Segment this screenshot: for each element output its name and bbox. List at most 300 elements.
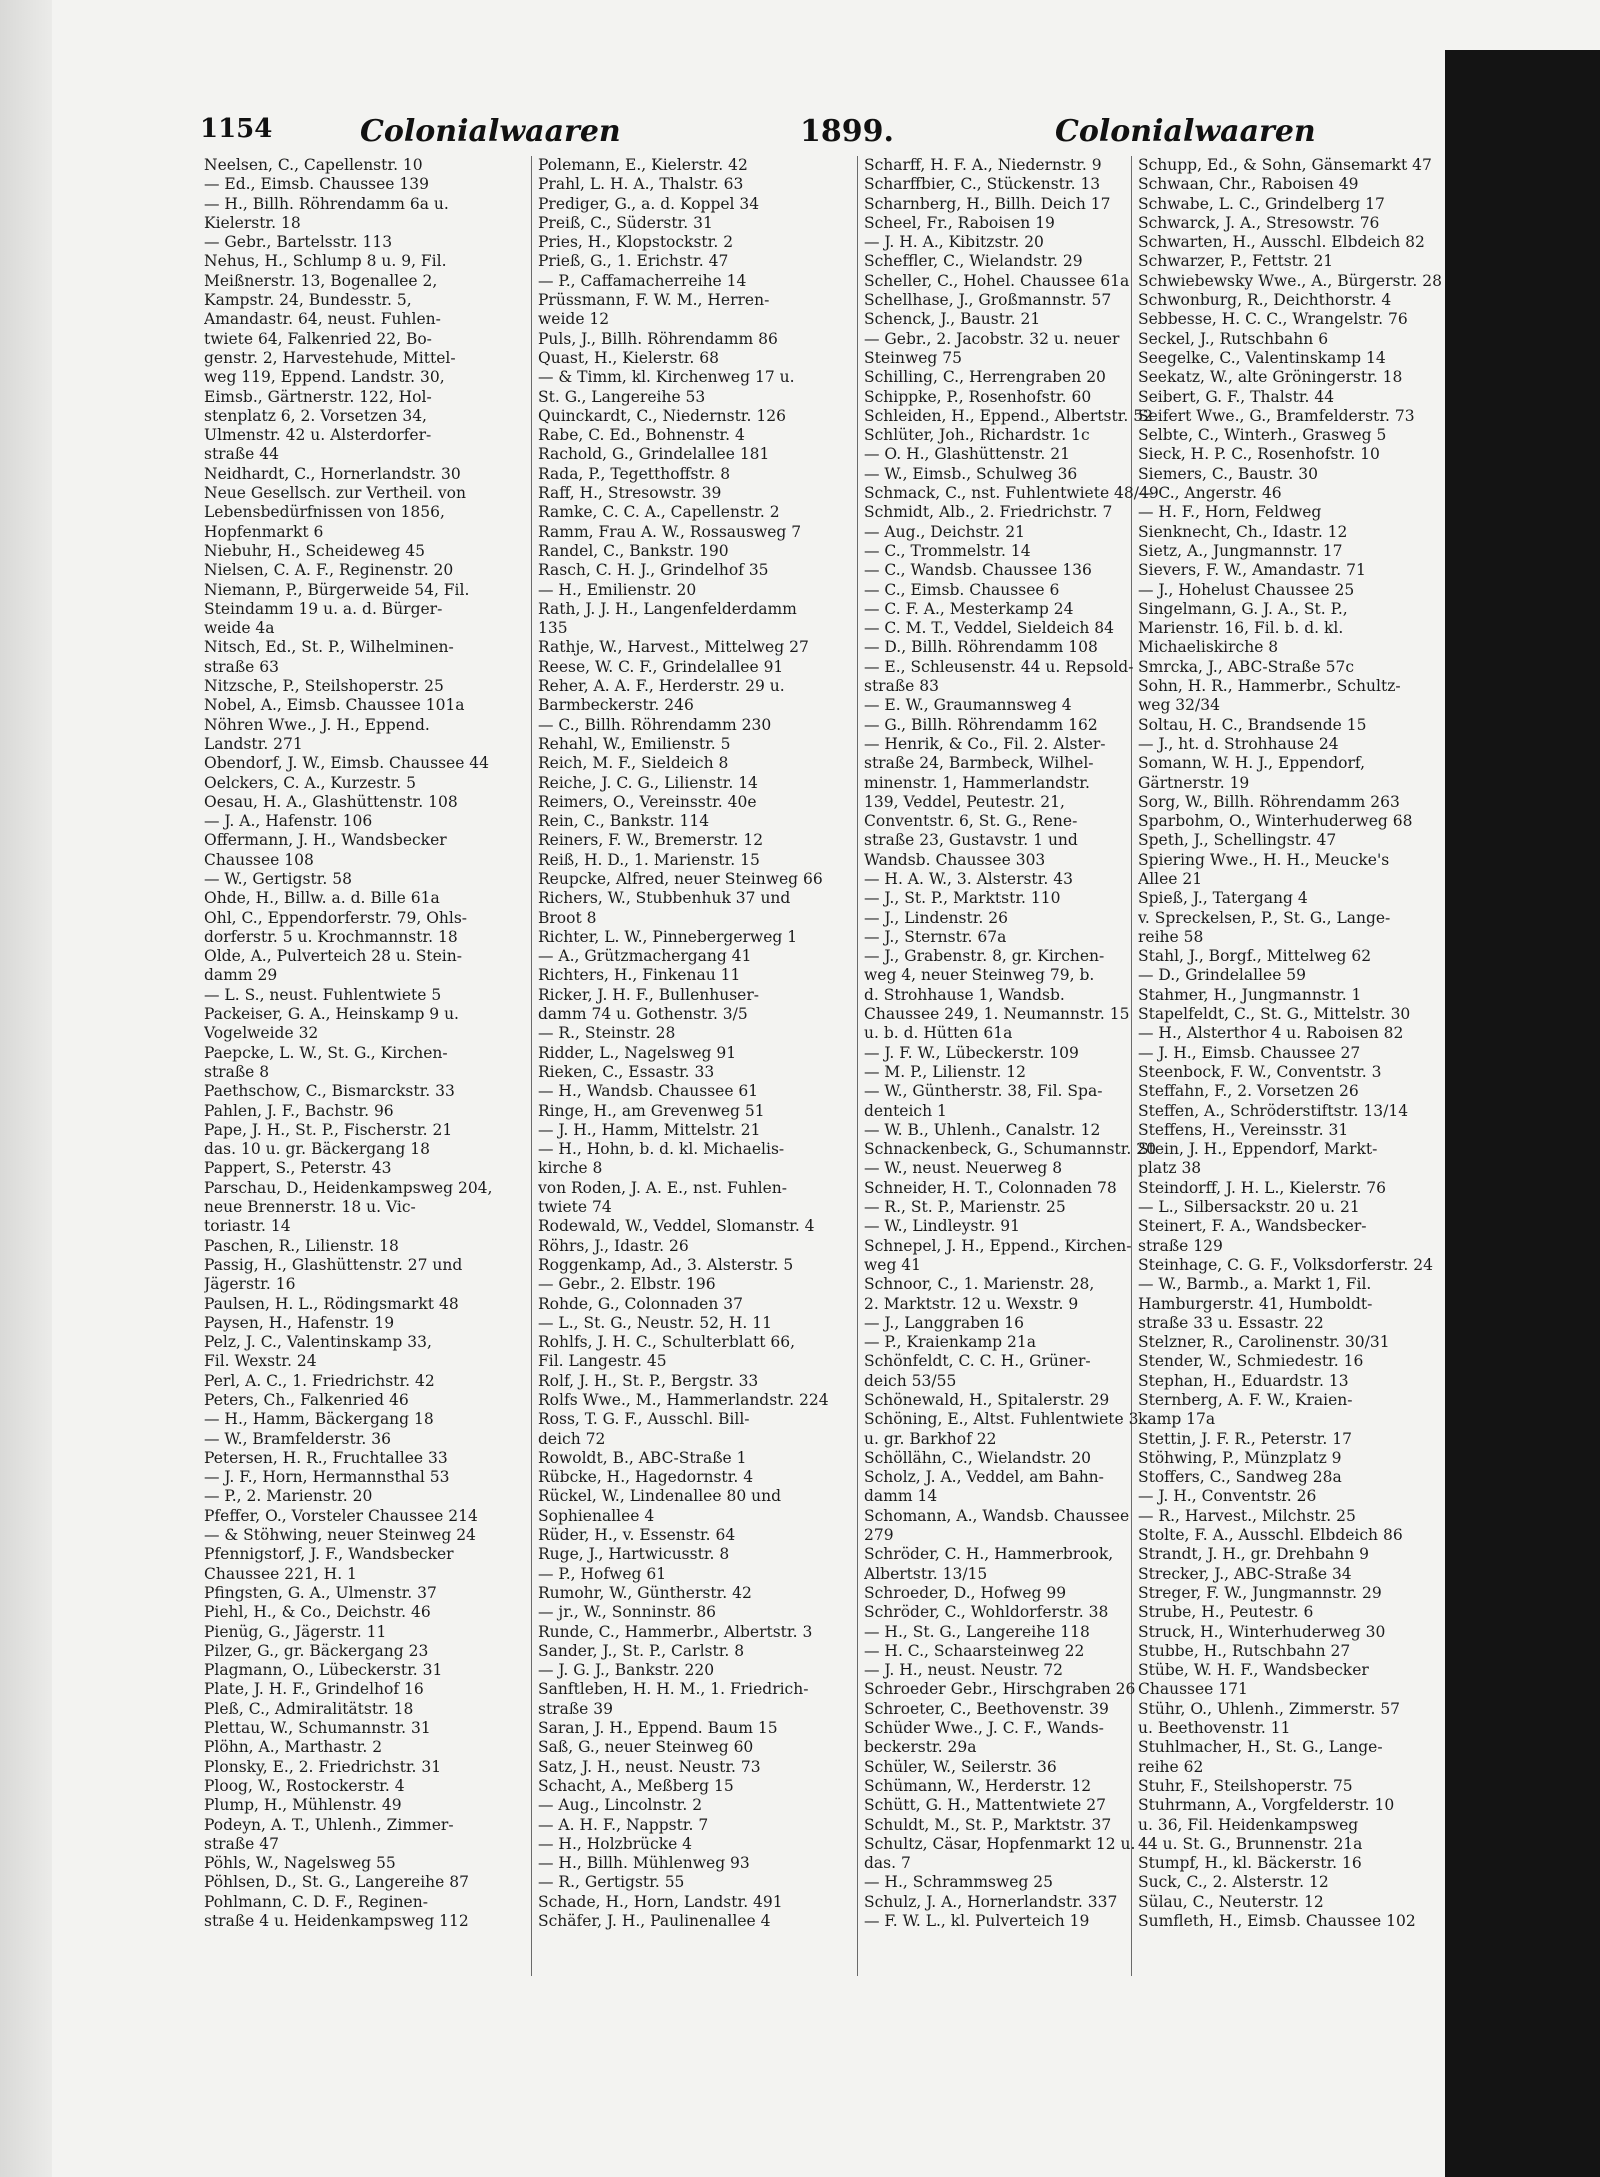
directory-entry-line: Reiche, J. C. G., Lilienstr. 14 (538, 773, 758, 792)
directory-entry-line: — J., Langgraben 16 (864, 1313, 1024, 1332)
directory-entry-line: Rath, J. J. H., Langenfelderdamm (538, 599, 797, 618)
directory-entry-line: Schellhase, J., Großmannstr. 57 (864, 291, 1112, 310)
directory-entry-line: — L., St. G., Neustr. 52, H. 11 (538, 1313, 772, 1332)
directory-entry-line: Marienstr. 16, Fil. b. d. kl. (1138, 619, 1344, 638)
directory-entry-line: straße 63 (204, 657, 280, 676)
directory-entry-line: — H., Schrammsweg 25 (864, 1873, 1054, 1892)
directory-entry-line: Rolf, J. H., St. P., Bergstr. 33 (538, 1371, 759, 1390)
directory-entry-line: St. G., Langereihe 53 (538, 387, 706, 406)
directory-column-1 (204, 156, 514, 1931)
directory-entry-line: 135 (538, 619, 568, 638)
directory-entry-line: Fil. Langestr. 45 (538, 1352, 667, 1371)
directory-entry-line: Ulmenstr. 42 u. Alsterdorfer- (204, 426, 432, 445)
directory-entry-line: Strecker, J., ABC-Straße 34 (1138, 1564, 1352, 1583)
directory-entry-line: Ross, T. G. F., Ausschl. Bill- (538, 1410, 750, 1429)
directory-entry-line: — Gebr., 2. Jacobstr. 32 u. neuer (864, 329, 1120, 348)
directory-entry-line: Quast, H., Kielerstr. 68 (538, 348, 719, 367)
directory-entry-line: Spieß, J., Tatergang 4 (1138, 889, 1308, 908)
directory-entry-line: Scheffler, C., Wielandstr. 29 (864, 252, 1083, 271)
directory-entry-line: Reese, W. C. F., Grindelallee 91 (538, 657, 784, 676)
directory-entry-line: Hopfenmarkt 6 (204, 522, 324, 541)
directory-entry-line: Schnackenbeck, G., Schumannstr. 20 (864, 1140, 1157, 1159)
directory-entry-line: Richter, L. W., Pinnebergerweg 1 (538, 927, 798, 946)
directory-entry-line: Jägerstr. 16 (204, 1275, 296, 1294)
directory-entry-line: Sebbesse, H. C. C., Wrangelstr. 76 (1138, 310, 1408, 329)
directory-entry-line: Neelsen, C., Capellenstr. 10 (204, 156, 423, 174)
directory-entry-line: Neue Gesellsch. zur Vertheil. von (204, 484, 466, 503)
directory-entry-line: Ringe, H., am Grevenweg 51 (538, 1101, 765, 1120)
directory-entry-line: — J. H., neust. Neustr. 72 (864, 1661, 1063, 1680)
directory-entry-line: Gärtnerstr. 19 (1138, 773, 1250, 792)
directory-entry-line: — R., Harvest., Milchstr. 25 (1138, 1506, 1356, 1525)
directory-entry-line: Rohde, G., Colonnaden 37 (538, 1294, 743, 1313)
directory-entry-line: Ricker, J. H. F., Bullenhuser- (538, 985, 759, 1004)
directory-entry-line: — L., Silbersackstr. 20 u. 21 (1138, 1198, 1360, 1217)
directory-entry-line: Niemann, P., Bürgerweide 54, Fil. (204, 580, 470, 599)
directory-entry-line: — J. H., Eimsb. Chaussee 27 (1138, 1043, 1361, 1062)
directory-entry-line: Peters, Ch., Falkenried 46 (204, 1391, 409, 1409)
directory-entry-line: Stahmer, H., Jungmannstr. 1 (1138, 985, 1362, 1004)
directory-entry-line: straße 24, Barmbeck, Wilhel- (864, 754, 1094, 773)
directory-entry-line: Puls, J., Billh. Röhrendamm 86 (538, 329, 778, 348)
directory-entry-line: weide 12 (538, 310, 610, 329)
directory-entry-line: weg 4, neuer Steinweg 79, b. (864, 966, 1095, 985)
directory-entry-line: Selbte, C., Winterh., Grasweg 5 (1138, 426, 1387, 445)
directory-entry-line: — C., Eimsb. Chaussee 6 (864, 580, 1060, 599)
directory-entry-line: Sohn, H. R., Hammerbr., Schultz- (1138, 677, 1401, 696)
directory-entry-line: — C., Angerstr. 46 (1138, 484, 1282, 503)
directory-entry-line: — W., Lindleystr. 91 (864, 1217, 1020, 1236)
directory-entry-line: straße 33 u. Essastr. 22 (1138, 1313, 1324, 1332)
directory-entry-line: Chaussee 108 (204, 850, 314, 869)
directory-entry-line: — & Stöhwing, neuer Steinweg 24 (204, 1526, 476, 1545)
directory-entry-line: — H. C., Schaarsteinweg 22 (864, 1641, 1085, 1660)
directory-entry-line: Runde, C., Hammerbr., Albertstr. 3 (538, 1622, 813, 1641)
directory-entry-line: Hamburgerstr. 41, Humboldt- (1138, 1294, 1373, 1313)
directory-entry-line: Fil. Wexstr. 24 (204, 1352, 317, 1371)
directory-entry-line: Sieck, H. P. C., Rosenhofstr. 10 (1138, 445, 1380, 464)
directory-entry-line: — Henrik, & Co., Fil. 2. Alster- (864, 734, 1106, 753)
directory-entry-line: d. Strohhause 1, Wandsb. (864, 985, 1065, 1004)
directory-entry-line: Paethschow, C., Bismarckstr. 33 (204, 1082, 455, 1101)
directory-entry-line: das. 10 u. gr. Bäckergang 18 (204, 1140, 430, 1159)
directory-entry-line: Steindamm 19 u. a. d. Bürger- (204, 599, 443, 618)
directory-entry-line: — J. H., Conventstr. 26 (1138, 1487, 1317, 1506)
directory-entry-line: straße 23, Gustavstr. 1 und (864, 831, 1078, 850)
directory-entry-line: platz 38 (1138, 1159, 1202, 1178)
directory-entry-line: Saran, J. H., Eppend. Baum 15 (538, 1719, 778, 1738)
directory-entry-line: Struck, H., Winterhuderweg 30 (1138, 1622, 1386, 1641)
directory-entry-line: Schleiden, H., Eppend., Albertstr. 52 (864, 406, 1153, 425)
directory-entry-line: — W. B., Uhlenh., Canalstr. 12 (864, 1120, 1101, 1139)
directory-entry-line: straße 8 (204, 1062, 270, 1081)
directory-entry-line: Seifert Wwe., G., Bramfelderstr. 73 (1138, 406, 1415, 425)
directory-entry-line: Ohde, H., Billw. a. d. Bille 61a (204, 889, 440, 908)
directory-entry-line: straße 44 (204, 445, 280, 464)
directory-entry-line: — J., ht. d. Strohhause 24 (1138, 734, 1339, 753)
directory-entry-line: Offermann, J. H., Wandsbecker (204, 831, 447, 850)
directory-entry-line: Stuhrmann, A., Vorgfelderstr. 10 (1138, 1796, 1395, 1815)
directory-entry-line: — H., Billh. Röhrendamm 6a u. (204, 194, 449, 213)
directory-entry-line: — P., 2. Marienstr. 20 (204, 1487, 373, 1506)
directory-entry-line: Smrcka, J., ABC-Straße 57c (1138, 657, 1355, 676)
directory-entry-line: Chaussee 249, 1. Neumannstr. 15 (864, 1005, 1130, 1024)
directory-entry-line: Reupcke, Alfred, neuer Steinweg 66 (538, 869, 823, 888)
directory-entry-line: Nitsch, Ed., St. P., Wilhelminen- (204, 638, 454, 657)
directory-entry-line: Nielsen, C. A. F., Reginenstr. 20 (204, 561, 454, 580)
directory-entry-line: beckerstr. 29a (864, 1738, 977, 1757)
directory-entry-line: — W., neust. Neuerweg 8 (864, 1159, 1063, 1178)
directory-entry-line: Schöllähn, C., Wielandstr. 20 (864, 1448, 1092, 1467)
directory-entry-line: Suck, C., 2. Alsterstr. 12 (1138, 1873, 1329, 1892)
directory-entry-line: — L. S., neust. Fuhlentwiete 5 (204, 985, 442, 1004)
directory-entry-line: — W., Güntherstr. 38, Fil. Spa- (864, 1082, 1103, 1101)
directory-entry-line: Schwaan, Chr., Raboisen 49 (1138, 175, 1359, 194)
directory-entry-line: kirche 8 (538, 1159, 603, 1178)
directory-entry-line: — & Timm, kl. Kirchenweg 17 u. (538, 368, 795, 387)
directory-entry-line: Schulz, J. A., Hornerlandstr. 337 (864, 1892, 1118, 1911)
directory-entry-line: Packeiser, G. A., Heinskamp 9 u. (204, 1005, 459, 1024)
directory-entry-line: Rüder, H., v. Essenstr. 64 (538, 1526, 736, 1545)
page-number: 1154 (200, 114, 273, 144)
directory-entry-line: Niebuhr, H., Scheideweg 45 (204, 541, 425, 560)
directory-entry-line: Neidhardt, C., Hornerlandstr. 30 (204, 464, 461, 483)
directory-entry-line: — H., Alsterthor 4 u. Raboisen 82 (1138, 1024, 1404, 1043)
directory-entry-line: — C. F. A., Mesterkamp 24 (864, 599, 1074, 618)
directory-entry-line: Schacht, A., Meßberg 15 (538, 1776, 734, 1795)
directory-entry-line: Stumpf, H., kl. Bäckerstr. 16 (1138, 1854, 1362, 1873)
directory-entry-line: dorferstr. 5 u. Krochmannstr. 18 (204, 927, 458, 946)
directory-entry-line: Pfennigstorf, J. F., Wandsbecker (204, 1545, 454, 1564)
directory-entry-line: straße 39 (538, 1699, 614, 1718)
directory-entry-line: Reiners, F. W., Bremerstr. 12 (538, 831, 764, 850)
directory-entry-line: weg 119, Eppend. Landstr. 30, (204, 368, 445, 387)
directory-entry-line: Stolte, F. A., Ausschl. Elbdeich 86 (1138, 1526, 1403, 1545)
directory-entry-line: — E. W., Graumannsweg 4 (864, 696, 1072, 715)
directory-entry-line: — J. A., Hafenstr. 106 (204, 812, 373, 831)
directory-entry-line: das. 7 (864, 1854, 911, 1873)
directory-entry-line: Rabe, C. Ed., Bohnenstr. 4 (538, 426, 745, 445)
directory-entry-line: Sternberg, A. F. W., Kraien- (1138, 1391, 1353, 1409)
directory-entry-line: Schwarzer, P., Fettstr. 21 (1138, 252, 1334, 271)
directory-entry-line: — W., Bramfelderstr. 36 (204, 1429, 392, 1448)
directory-entry-line: Piehl, H., & Co., Deichstr. 46 (204, 1603, 431, 1622)
directory-entry-line: Michaeliskirche 8 (1138, 638, 1279, 657)
directory-entry-line: — W., Gertigstr. 58 (204, 869, 352, 888)
directory-entry-line: Schroeder, D., Hofweg 99 (864, 1583, 1067, 1602)
directory-entry-line: Schenck, J., Baustr. 21 (864, 310, 1041, 329)
directory-entry-line: straße 47 (204, 1834, 280, 1853)
directory-entry-line: — J. F. W., Lübeckerstr. 109 (864, 1043, 1079, 1062)
directory-entry-line: — J., Sternstr. 67a (864, 927, 1007, 946)
directory-entry-line: 2. Marktstr. 12 u. Wexstr. 9 (864, 1294, 1079, 1313)
directory-entry-line: Satz, J. H., neust. Neustr. 73 (538, 1757, 761, 1776)
directory-entry-line: Meißnerstr. 13, Bogenallee 2, (204, 271, 438, 290)
directory-entry-line: Saß, G., neuer Steinweg 60 (538, 1738, 754, 1757)
directory-entry-line: Schmack, C., nst. Fuhlentwiete 48/49 (864, 484, 1159, 503)
directory-entry-line: — R., Gertigstr. 55 (538, 1873, 685, 1892)
directory-entry-line: Somann, W. H. J., Eppendorf, (1138, 754, 1366, 773)
directory-entry-line: Steffens, H., Vereinsstr. 31 (1138, 1120, 1349, 1139)
directory-entry-line: Sander, J., St. P., Carlstr. 8 (538, 1641, 745, 1660)
directory-entry-line: Schmidt, Alb., 2. Friedrichstr. 7 (864, 503, 1113, 522)
directory-entry-line: denteich 1 (864, 1101, 947, 1120)
directory-entry-line: Nitzsche, P., Steilshoperstr. 25 (204, 677, 444, 696)
directory-entry-line: — J. H. A., Kibitzstr. 20 (864, 233, 1044, 252)
directory-entry-line: Obendorf, J. W., Eimsb. Chaussee 44 (204, 754, 490, 773)
directory-entry-line: 279 (864, 1526, 894, 1545)
directory-entry-line: Ploog, W., Rostockerstr. 4 (204, 1776, 405, 1795)
directory-entry-line: Stöhwing, P., Münzplatz 9 (1138, 1448, 1342, 1467)
directory-entry-line: Schwabe, L. C., Grindelberg 17 (1138, 194, 1385, 213)
directory-entry-line: — F. W. L., kl. Pulverteich 19 (864, 1912, 1090, 1931)
directory-entry-line: Steinert, F. A., Wandsbecker- (1138, 1217, 1367, 1236)
directory-entry-line: v. Spreckelsen, P., St. G., Lange- (1138, 908, 1391, 927)
directory-entry-line: twiete 74 (538, 1198, 612, 1217)
directory-entry-line: — R., St. P., Marienstr. 25 (864, 1198, 1066, 1217)
column-rule (531, 156, 532, 1976)
directory-entry-line: neue Brennerstr. 18 u. Vic- (204, 1198, 416, 1217)
directory-entry-line: straße 129 (1138, 1236, 1223, 1255)
directory-entry-line: Polemann, E., Kielerstr. 42 (538, 156, 748, 174)
directory-entry-line: Pappert, S., Peterstr. 43 (204, 1159, 392, 1178)
directory-entry-line: Reimers, O., Vereinsstr. 40e (538, 792, 757, 811)
directory-entry-line: Wandsb. Chaussee 303 (864, 850, 1046, 869)
directory-entry-line: Stubbe, H., Rutschbahn 27 (1138, 1641, 1351, 1660)
directory-entry-line: Prahl, L. H. A., Thalstr. 63 (538, 175, 744, 194)
directory-entry-line: stenplatz 6, 2. Vorsetzen 34, (204, 406, 427, 425)
directory-entry-line: Stein, J. H., Eppendorf, Markt- (1138, 1140, 1378, 1159)
directory-entry-line: — H., Billh. Mühlenweg 93 (538, 1854, 750, 1873)
directory-entry-line: Pfingsten, G. A., Ulmenstr. 37 (204, 1583, 437, 1602)
directory-entry-line: minenstr. 1, Hammerlandstr. (864, 773, 1090, 792)
directory-entry-line: Ramke, C. C. A., Capellenstr. 2 (538, 503, 780, 522)
directory-entry-line: Stahl, J., Borgf., Mittelweg 62 (1138, 947, 1372, 966)
directory-entry-line: — M. P., Lilienstr. 12 (864, 1062, 1027, 1081)
directory-entry-line: Rathje, W., Harvest., Mittelweg 27 (538, 638, 809, 657)
directory-entry-line: — H., Emilienstr. 20 (538, 580, 697, 599)
directory-entry-line: kamp 17a (1138, 1410, 1216, 1429)
directory-entry-line: Prieß, G., 1. Erichstr. 47 (538, 252, 729, 271)
directory-entry-line: Schöning, E., Altst. Fuhlentwiete 3 (864, 1410, 1139, 1429)
directory-entry-line: Stelzner, R., Carolinenstr. 30/31 (1138, 1333, 1390, 1352)
directory-entry-line: Chaussee 221, H. 1 (204, 1564, 357, 1583)
directory-entry-line: Steinhage, C. G. F., Volksdorferstr. 24 (1138, 1255, 1433, 1274)
directory-entry-line: — Aug., Deichstr. 21 (864, 522, 1025, 541)
directory-entry-line: reihe 58 (1138, 927, 1204, 946)
directory-entry-line: Raff, H., Stresowstr. 39 (538, 484, 722, 503)
directory-entry-line: Ramm, Frau A. W., Rossausweg 7 (538, 522, 802, 541)
directory-entry-line: Stühr, O., Uhlenh., Zimmerstr. 57 (1138, 1699, 1401, 1718)
directory-entry-line: Pape, J. H., St. P., Fischerstr. 21 (204, 1120, 453, 1139)
directory-entry-line: Rolfs Wwe., M., Hammerlandstr. 224 (538, 1391, 829, 1409)
directory-entry-line: — C. M. T., Veddel, Sieldeich 84 (864, 619, 1114, 638)
directory-entry-line: Perl, A. C., 1. Friedrichstr. 42 (204, 1371, 435, 1390)
directory-entry-line: Oesau, H. A., Glashüttenstr. 108 (204, 792, 458, 811)
directory-entry-line: — J. H., Hamm, Mittelstr. 21 (538, 1120, 761, 1139)
directory-entry-line: — A., Grützmachergang 41 (538, 947, 752, 966)
directory-entry-line: — C., Trommelstr. 14 (864, 541, 1031, 560)
directory-entry-line: Schwarten, H., Ausschl. Elbdeich 82 (1138, 233, 1425, 252)
directory-entry-line: Plonsky, E., 2. Friedrichstr. 31 (204, 1757, 442, 1776)
directory-entry-line: Schütt, G. H., Mattentwiete 27 (864, 1796, 1106, 1815)
directory-entry-line: Rada, P., Tegetthoffstr. 8 (538, 464, 731, 483)
directory-entry-line: Rumohr, W., Güntherstr. 42 (538, 1583, 752, 1602)
directory-entry-line: Paysen, H., Hafenstr. 19 (204, 1313, 395, 1332)
directory-entry-line: — H. A. W., 3. Alsterstr. 43 (864, 869, 1073, 888)
directory-entry-line: Nehus, H., Schlump 8 u. 9, Fil. (204, 252, 447, 271)
directory-entry-line: — D., Grindelallee 59 (1138, 966, 1307, 985)
directory-entry-line: Seckel, J., Rutschbahn 6 (1138, 329, 1329, 348)
directory-entry-line: — J. G. J., Bankstr. 220 (538, 1661, 715, 1680)
directory-entry-line: Schnepel, J. H., Eppend., Kirchen- (864, 1236, 1132, 1255)
directory-entry-line: u. 36, Fil. Heidenkampsweg (1138, 1815, 1359, 1834)
directory-entry-line: — C., Wandsb. Chaussee 136 (864, 561, 1092, 580)
directory-entry-line: — P., Caffamacherreihe 14 (538, 271, 747, 290)
directory-entry-line: Sumfleth, H., Eimsb. Chaussee 102 (1138, 1912, 1416, 1931)
directory-entry-line: Schümann, W., Herderstr. 12 (864, 1776, 1092, 1795)
directory-entry-line: Seibert, G. F., Thalstr. 44 (1138, 387, 1335, 406)
directory-entry-line: weg 41 (864, 1255, 922, 1274)
directory-entry-line: — H., Wandsb. Chaussee 61 (538, 1082, 759, 1101)
directory-entry-line: Rowoldt, B., ABC-Straße 1 (538, 1448, 747, 1467)
directory-entry-line: Stübe, W. H. F., Wandsbecker (1138, 1661, 1369, 1680)
directory-entry-line: Schultz, Cäsar, Hopfenmarkt 12 u. (864, 1834, 1136, 1853)
directory-entry-line: Schuldt, M., St. P., Marktstr. 37 (864, 1815, 1112, 1834)
directory-entry-line: Schwonburg, R., Deichthorstr. 4 (1138, 291, 1392, 310)
directory-entry-line: damm 29 (204, 966, 278, 985)
directory-entry-line: Streger, F. W., Jungmannstr. 29 (1138, 1583, 1382, 1602)
directory-entry-line: Reher, A. A. F., Herderstr. 29 u. (538, 677, 785, 696)
directory-entry-line: — J. F., Horn, Hermannsthal 53 (204, 1468, 450, 1487)
directory-entry-line: Schüler, W., Seilerstr. 36 (864, 1757, 1057, 1776)
directory-entry-line: Seekatz, W., alte Gröningerstr. 18 (1138, 368, 1403, 387)
directory-entry-line: — H., Hamm, Bäckergang 18 (204, 1410, 434, 1429)
directory-entry-line: — W., Barmb., a. Markt 1, Fil. (1138, 1275, 1372, 1294)
directory-entry-line: Steffen, A., Schröderstiftstr. 13/14 (1138, 1101, 1409, 1120)
directory-entry-line: Nobel, A., Eimsb. Chaussee 101a (204, 696, 465, 715)
directory-entry-line: Reiß, H. D., 1. Marienstr. 15 (538, 850, 760, 869)
directory-entry-line: Steffahn, F., 2. Vorsetzen 26 (1138, 1082, 1359, 1101)
directory-entry-line: Conventstr. 6, St. G., Rene- (864, 812, 1078, 831)
directory-entry-line: Lebensbedürfnissen von 1856, (204, 503, 445, 522)
directory-entry-line: Steinweg 75 (864, 348, 962, 367)
directory-entry-line: Scheel, Fr., Raboisen 19 (864, 213, 1055, 232)
directory-entry-line: Sülau, C., Neuterstr. 12 (1138, 1892, 1324, 1911)
directory-entry-line: Schade, H., Horn, Landstr. 491 (538, 1892, 783, 1911)
directory-entry-line: — Ed., Eimsb. Chaussee 139 (204, 175, 429, 194)
page-header (200, 114, 1316, 156)
directory-entry-line: Steindorff, J. H. L., Kielerstr. 76 (1138, 1178, 1386, 1197)
directory-entry-line: Pienüg, G., Jägerstr. 11 (204, 1622, 387, 1641)
directory-entry-line: Rübcke, H., Hagedornstr. 4 (538, 1468, 754, 1487)
directory-entry-line: straße 83 (864, 677, 940, 696)
directory-entry-line: — G., Billh. Röhrendamm 162 (864, 715, 1098, 734)
directory-entry-line: Schönfeldt, C. C. H., Grüner- (864, 1352, 1091, 1371)
directory-entry-line: — W., Eimsb., Schulweg 36 (864, 464, 1078, 483)
directory-entry-line: Plump, H., Mühlenstr. 49 (204, 1796, 402, 1815)
directory-entry-line: Scharffbier, C., Stückenstr. 13 (864, 175, 1101, 194)
directory-entry-line: genstr. 2, Harvestehude, Mittel- (204, 348, 456, 367)
directory-entry-line: Scheller, C., Hohel. Chaussee 61a (864, 271, 1130, 290)
directory-entry-line: Stuhr, F., Steilshoperstr. 75 (1138, 1776, 1353, 1795)
directory-entry-line: u. gr. Barkhof 22 (864, 1429, 997, 1448)
directory-entry-line: Oelckers, C. A., Kurzestr. 5 (204, 773, 417, 792)
directory-entry-line: Nöhren Wwe., J. H., Eppend. (204, 715, 430, 734)
directory-entry-line: Sorg, W., Billh. Röhrendamm 263 (1138, 792, 1400, 811)
directory-entry-line: Schröder, C., Wohldorferstr. 38 (864, 1603, 1109, 1622)
directory-entry-line: Schäfer, J. H., Paulinenallee 4 (538, 1912, 771, 1931)
directory-entry-line: Steenbock, F. W., Conventstr. 3 (1138, 1062, 1382, 1081)
directory-entry-line: Albertstr. 13/15 (864, 1564, 988, 1583)
directory-entry-line: — J., St. P., Marktstr. 110 (864, 889, 1061, 908)
directory-entry-line: Richters, H., Finkenau 11 (538, 966, 741, 985)
directory-entry-line: Roggenkamp, Ad., 3. Alsterstr. 5 (538, 1255, 794, 1274)
directory-entry-line: Paulsen, H. L., Rödingsmarkt 48 (204, 1294, 459, 1313)
directory-entry-line: Richers, W., Stubbenhuk 37 und (538, 889, 791, 908)
left-page-edge (0, 0, 52, 2177)
directory-entry-line: — H., St. G., Langereihe 118 (864, 1622, 1090, 1641)
directory-entry-line: Pfeffer, O., Vorsteler Chaussee 214 (204, 1506, 478, 1525)
directory-entry-line: Paepcke, L. W., St. G., Kirchen- (204, 1043, 448, 1062)
directory-entry-line: Speth, J., Schellingstr. 47 (1138, 831, 1337, 850)
directory-entry-line: Rachold, G., Grindelallee 181 (538, 445, 770, 464)
directory-entry-line: — Gebr., 2. Elbstr. 196 (538, 1275, 716, 1294)
directory-entry-line: Sanftleben, H. H. M., 1. Friedrich- (538, 1680, 809, 1699)
directory-entry-line: damm 14 (864, 1487, 938, 1506)
directory-entry-line: weg 32/34 (1138, 696, 1220, 715)
directory-entry-line: Schupp, Ed., & Sohn, Gänsemarkt 47 (1138, 156, 1432, 174)
directory-entry-line: Preiß, C., Süderstr. 31 (538, 213, 713, 232)
directory-entry-line: Pleß, C., Admiralitätstr. 18 (204, 1699, 414, 1718)
directory-entry-line: Siemers, C., Baustr. 30 (1138, 464, 1319, 483)
directory-entry-line: Olde, A., Pulverteich 28 u. Stein- (204, 947, 462, 966)
directory-entry-line: 139, Veddel, Peutestr. 21, (864, 792, 1065, 811)
directory-entry-line: Pöhlsen, D., St. G., Langereihe 87 (204, 1873, 469, 1892)
directory-entry-line: Sietz, A., Jungmannstr. 17 (1138, 541, 1343, 560)
directory-entry-line: Eimsb., Gärtnerstr. 122, Hol- (204, 387, 432, 406)
directory-entry-line: twiete 64, Falkenried 22, Bo- (204, 329, 432, 348)
directory-entry-line: Strube, H., Peutestr. 6 (1138, 1603, 1314, 1622)
directory-entry-line: Stuhlmacher, H., St. G., Lange- (1138, 1738, 1383, 1757)
directory-entry-line: Rein, C., Bankstr. 114 (538, 812, 710, 831)
directory-column-2 (538, 156, 848, 1931)
directory-entry-line: Allee 21 (1138, 869, 1203, 888)
directory-entry-line: Sparbohm, O., Winterhuderweg 68 (1138, 812, 1413, 831)
directory-entry-line: Singelmann, G. J. A., St. P., (1138, 599, 1348, 618)
directory-entry-line: Podeyn, A. T., Uhlenh., Zimmer- (204, 1815, 454, 1834)
directory-entry-line: Plagmann, O., Lübeckerstr. 31 (204, 1661, 443, 1680)
directory-entry-line: Ridder, L., Nagelsweg 91 (538, 1043, 737, 1062)
directory-column-4 (1138, 156, 1448, 1931)
directory-entry-line: damm 74 u. Gothenstr. 3/5 (538, 1005, 748, 1024)
running-title-left: Colonialwaaren (360, 114, 621, 149)
directory-entry-line: — H. F., Horn, Feldweg (1138, 503, 1322, 522)
directory-entry-line: — H., Hohn, b. d. kl. Michaelis- (538, 1140, 785, 1159)
column-rule (857, 156, 858, 1976)
directory-entry-line: Pohlmann, C. D. F., Reginen- (204, 1892, 428, 1911)
directory-entry-line: Schroeter, C., Beethovenstr. 39 (864, 1699, 1109, 1718)
directory-entry-line: von Roden, J. A. E., nst. Fuhlen- (538, 1178, 788, 1197)
directory-entry-line: Schilling, C., Herrengraben 20 (864, 368, 1106, 387)
directory-entry-line: Seegelke, C., Valentinskamp 14 (1138, 348, 1386, 367)
directory-entry-line: Rodewald, W., Veddel, Slomanstr. 4 (538, 1217, 815, 1236)
directory-entry-line: Pilzer, G., gr. Bäckergang 23 (204, 1641, 429, 1660)
directory-entry-line: Schneider, H. T., Colonnaden 78 (864, 1178, 1117, 1197)
directory-entry-line: Pelz, J. C., Valentinskamp 33, (204, 1333, 432, 1352)
directory-entry-line: Röhrs, J., Idastr. 26 (538, 1236, 689, 1255)
directory-entry-line: Pöhls, W., Nagelsweg 55 (204, 1854, 396, 1873)
